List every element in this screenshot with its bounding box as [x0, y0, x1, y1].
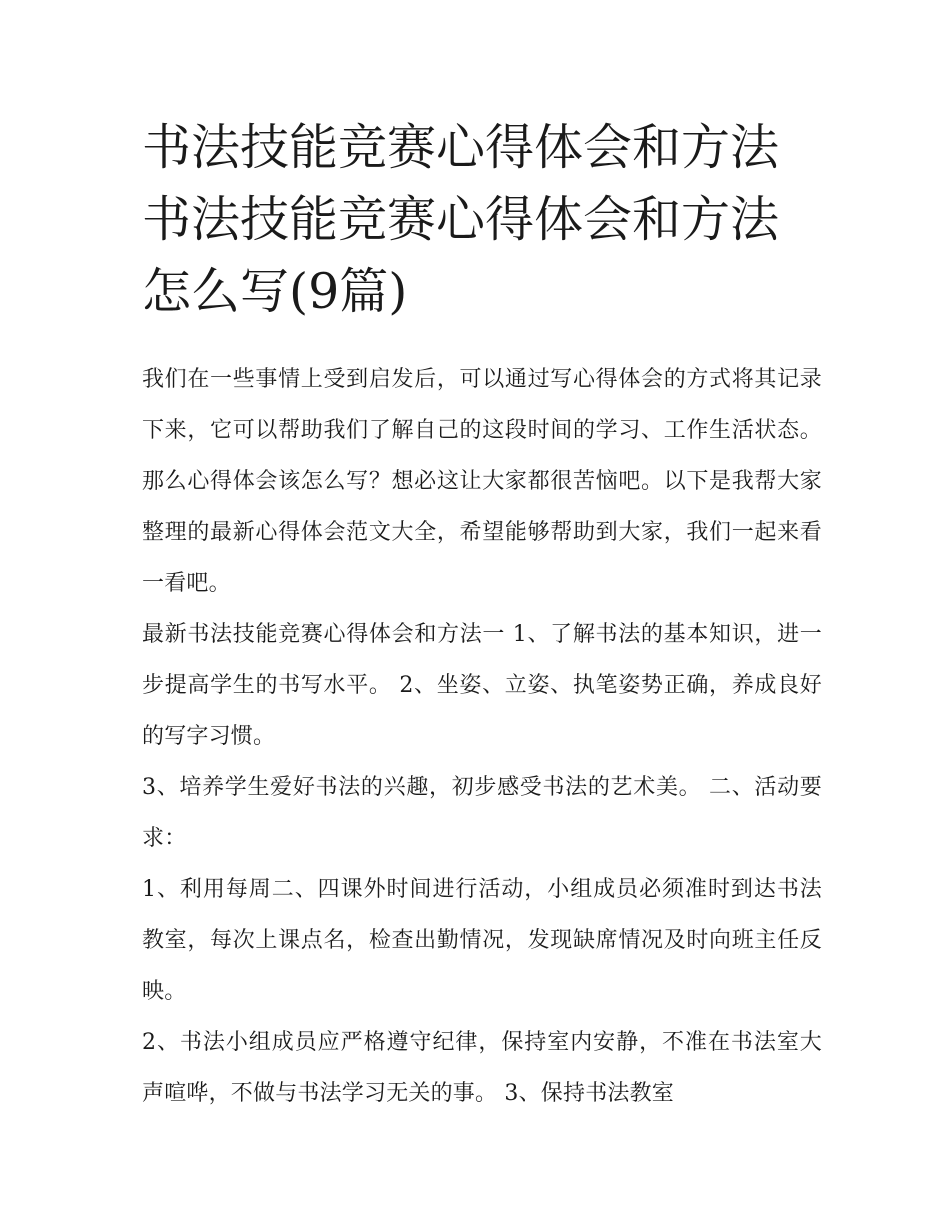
intro-paragraph: 我们在一些事情上受到启发后，可以通过写心得体会的方式将其记录下来，它可以帮助我们了解自己的这段时间的学习、工作生活状态。那么心得体会该怎么写？想必这让大家都很苦恼吧。以下是我帮大家整理的最新心得体会范文大全，希望能够帮助到大家，我们一起来看一看吧。	[142, 367, 822, 596]
rule-one-paragraph: 1、利用每周二、四课外时间进行活动，小组成员必须准时到达书法教室，每次上课点名，检查出勤情况，发现缺席情况及时向班主任反映。	[142, 877, 822, 1004]
title-line-2: 书法技能竞赛心得体会和方法	[142, 191, 780, 248]
document-body	[142, 354, 822, 1119]
document-title	[142, 112, 822, 328]
rule-two-paragraph: 2、书法小组成员应严格遵守纪律，保持室内安静，不准在书法室大声喧哗，不做与书法学习无关的事。 3、保持书法教室	[142, 1030, 822, 1106]
section-one-paragraph: 最新书法技能竞赛心得体会和方法一 1、了解书法的基本知识，进一步提高学生的书写水平。 2、坐姿、立姿、执笔姿势正确，养成良好的写字习惯。	[142, 622, 822, 749]
document-page	[142, 112, 822, 1119]
title-line-3: 怎么写(9篇)	[142, 263, 408, 320]
interest-paragraph: 3、培养学生爱好书法的兴趣，初步感受书法的艺术美。 二、活动要求：	[142, 775, 822, 851]
title-line-1: 书法技能竞赛心得体会和方法	[142, 119, 780, 176]
